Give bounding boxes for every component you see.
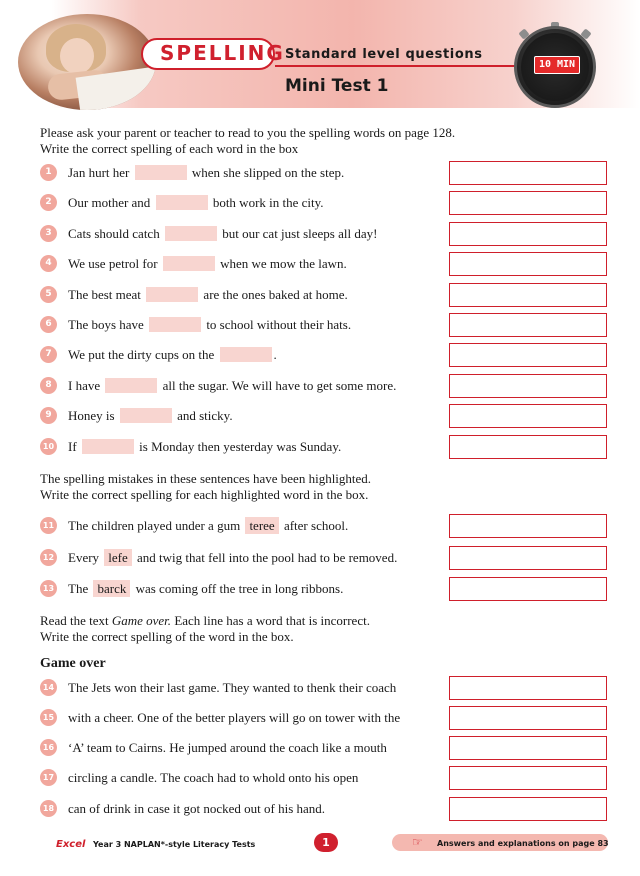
answer-box[interactable] (449, 706, 607, 730)
sentence-part: was coming off the tree in long ribbons. (135, 581, 344, 596)
highlighted-word: barck (93, 580, 130, 597)
question-number: 8 (40, 377, 57, 394)
question-sentence (68, 549, 397, 566)
test-title: Mini Test 1 (285, 76, 389, 96)
instructions-1 (40, 125, 455, 157)
word-blank (220, 347, 272, 362)
answer-box[interactable] (449, 797, 607, 821)
question-sentence (68, 407, 233, 424)
instruction-line: Write the correct spelling of the word in the box. (40, 629, 294, 644)
header-rule (275, 65, 530, 67)
question-number: 7 (40, 346, 57, 363)
passage-line: with a cheer. One of the better players will go on tower with the (68, 710, 401, 725)
question-sentence (68, 164, 344, 181)
question-row (40, 313, 608, 337)
sentence-part: I have (68, 378, 101, 393)
sentence-part: We use petrol for (68, 256, 158, 271)
sentence-part: when she slipped on the step. (191, 165, 345, 180)
passage-title: Game over (40, 656, 106, 671)
answer-box[interactable] (449, 283, 607, 307)
question-number: 18 (40, 800, 57, 817)
answer-box[interactable] (449, 343, 607, 367)
question-row (40, 706, 608, 730)
question-sentence (68, 346, 277, 363)
sentence-part: If (68, 439, 77, 454)
question-row (40, 343, 608, 367)
answer-box[interactable] (449, 374, 607, 398)
question-number: 16 (40, 739, 57, 756)
question-sentence (68, 377, 396, 394)
question-number: 1 (40, 164, 57, 181)
answer-box[interactable] (449, 222, 607, 246)
word-blank (163, 256, 215, 271)
question-row (40, 797, 608, 821)
answer-box[interactable] (449, 766, 607, 790)
passage-line: can of drink in case it got nocked out of his hand. (68, 801, 326, 816)
question-number: 5 (40, 286, 57, 303)
question-number: 9 (40, 407, 57, 424)
instruction-line: Write the correct spelling of each word in the box (40, 141, 299, 156)
sentence-part: Our mother and (68, 195, 151, 210)
question-number: 15 (40, 709, 57, 726)
answer-box[interactable] (449, 514, 607, 538)
question-sentence (68, 580, 343, 597)
answers-reference: Answers and explanations on page 83 (437, 839, 609, 848)
question-sentence (68, 517, 348, 534)
sentence-part: and sticky. (177, 408, 233, 423)
question-row (40, 252, 608, 276)
question-sentence (68, 286, 348, 303)
passage-line: ‘A’ team to Cairns. He jumped around the coach like a mouth (68, 740, 387, 755)
question-sentence (68, 225, 377, 242)
question-row (40, 374, 608, 398)
sentence-part: all the sugar. We will have to get some more. (162, 378, 397, 393)
sentence-part: The (68, 581, 89, 596)
subject-title: SPELLING (160, 41, 285, 65)
word-blank (82, 439, 134, 454)
page-number: 1 (314, 833, 338, 852)
question-number: 4 (40, 255, 57, 272)
answer-box[interactable] (449, 191, 607, 215)
text-title-inline: Game over. (111, 613, 172, 628)
answer-box[interactable] (449, 736, 607, 760)
word-blank (165, 226, 217, 241)
question-sentence (68, 316, 351, 333)
answer-box[interactable] (449, 313, 607, 337)
question-number: 2 (40, 194, 57, 211)
word-blank (120, 408, 172, 423)
sentence-part: The best meat (68, 287, 141, 302)
question-row (40, 766, 608, 790)
word-blank (105, 378, 157, 393)
passage-line: The Jets won their last game. They wanted to thenk their coach (68, 680, 397, 695)
passage-line: circling a candle. The coach had to whold onto his open (68, 770, 359, 785)
word-blank (146, 287, 198, 302)
sentence-part: Jan hurt her (68, 165, 130, 180)
question-number: 11 (40, 517, 57, 534)
pointing-hand-icon: ☞ (412, 835, 423, 849)
question-row (40, 736, 608, 760)
answer-box[interactable] (449, 546, 607, 570)
book-title: Year 3 NAPLAN*-style Literacy Tests (93, 840, 256, 849)
question-sentence (68, 255, 347, 272)
sentence-part: is Monday then yesterday was Sunday. (139, 439, 342, 454)
timer-label: 10 MIN (534, 56, 580, 74)
sentence-part: The boys have (68, 317, 144, 332)
question-sentence (68, 438, 341, 455)
question-number: 17 (40, 769, 57, 786)
level-label: Standard level questions (285, 47, 483, 62)
sentence-part: after school. (283, 518, 349, 533)
sentence-part: to school without their hats. (206, 317, 352, 332)
sentence-part: We put the dirty cups on the (68, 347, 215, 362)
word-blank (156, 195, 208, 210)
question-row (40, 404, 608, 428)
instruction-line (40, 613, 370, 629)
sentence-part: Every (68, 550, 100, 565)
instruction-line: The spelling mistakes in these sentences have been highlighted. (40, 471, 372, 486)
question-number: 3 (40, 225, 57, 242)
question-number: 14 (40, 679, 57, 696)
sentence-part: Honey is (68, 408, 115, 423)
sentence-part: and twig that fell into the pool had to be removed. (137, 550, 398, 565)
question-number: 13 (40, 580, 57, 597)
answer-box[interactable] (449, 577, 607, 601)
sentence-part: Cats should catch (68, 226, 160, 241)
question-row (40, 161, 608, 185)
question-row (40, 546, 608, 570)
answer-box[interactable] (449, 435, 607, 459)
instructions-3 (40, 613, 370, 645)
instruction-part: Read the text (40, 613, 112, 628)
question-row (40, 435, 608, 459)
highlighted-word: lefe (104, 549, 131, 566)
answer-box[interactable] (449, 161, 607, 185)
word-blank (149, 317, 201, 332)
question-row (40, 222, 608, 246)
instruction-line: Write the correct spelling for each highlighted word in the box. (40, 487, 369, 502)
sentence-part: The children played under a gum (68, 518, 241, 533)
answer-box[interactable] (449, 404, 607, 428)
highlighted-word: teree (245, 517, 278, 534)
question-number: 6 (40, 316, 57, 333)
word-blank (135, 165, 187, 180)
sentence-part: but our cat just sleeps all day! (222, 226, 378, 241)
question-number: 12 (40, 549, 57, 566)
instructions-2 (40, 471, 371, 503)
answer-box[interactable] (449, 252, 607, 276)
instruction-line: Please ask your parent or teacher to read to you the spelling words on page 128. (40, 125, 456, 140)
question-sentence (68, 194, 324, 211)
question-row (40, 191, 608, 215)
question-row (40, 514, 608, 538)
question-number: 10 (40, 438, 57, 455)
sentence-part: . (273, 347, 277, 362)
answer-box[interactable] (449, 676, 607, 700)
question-row (40, 283, 608, 307)
student-photo (18, 14, 156, 110)
sentence-part: both work in the city. (212, 195, 324, 210)
sentence-part: are the ones baked at home. (203, 287, 348, 302)
sentence-part: when we mow the lawn. (220, 256, 347, 271)
instruction-part: Each line has a word that is incorrect. (171, 613, 370, 628)
question-row (40, 676, 608, 700)
brand-logo: Excel (56, 839, 86, 850)
question-row (40, 577, 608, 601)
